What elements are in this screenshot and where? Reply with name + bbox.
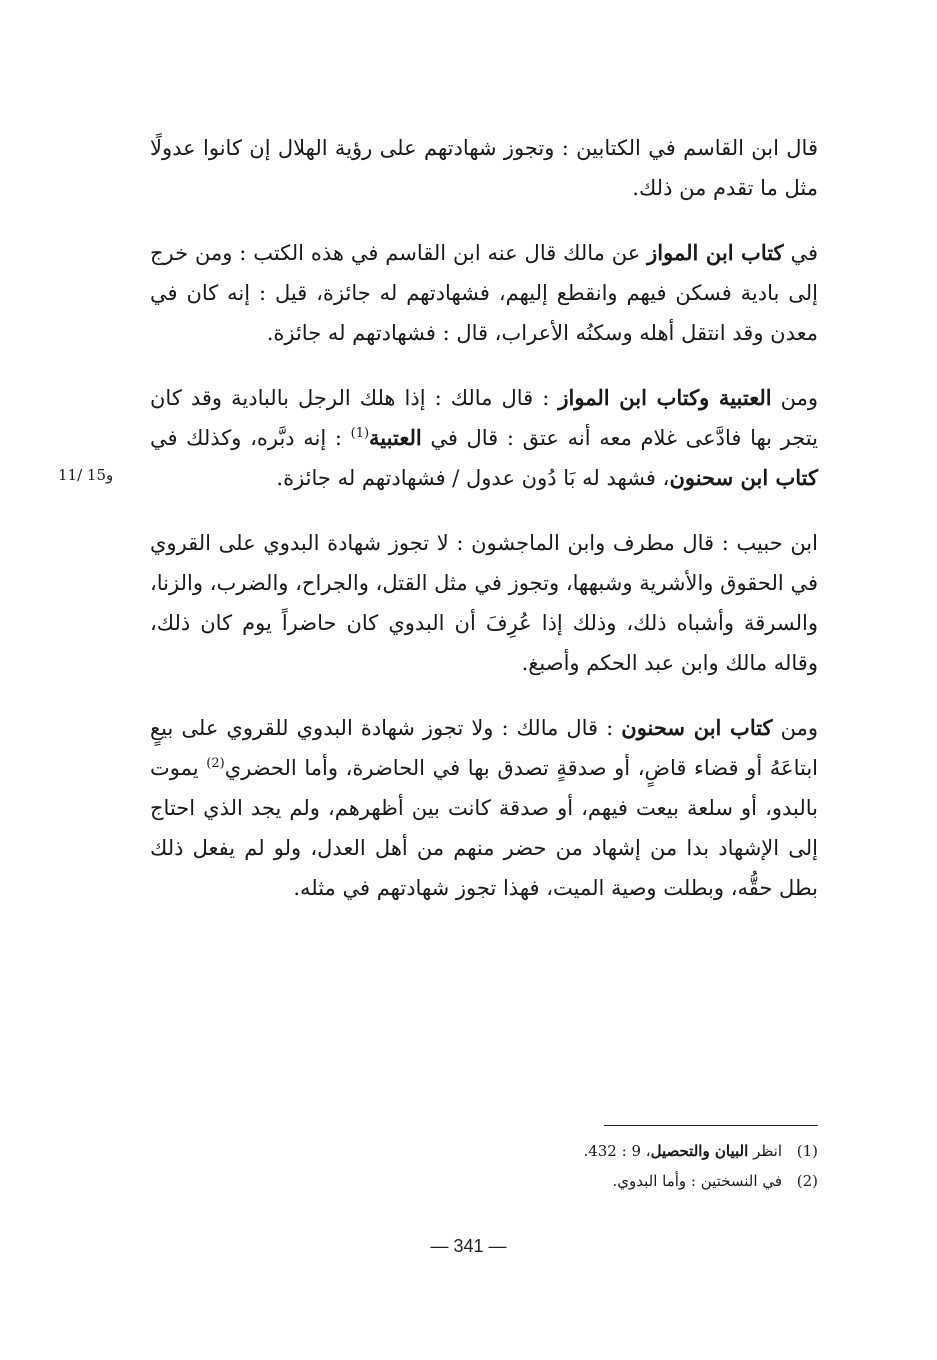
bold-title-text: كتاب ابن سحنون — [621, 715, 773, 740]
paragraph-text: في — [783, 241, 818, 265]
footnote-number: (2) — [796, 1172, 818, 1190]
paragraph-text: ومن — [771, 386, 819, 410]
folio-marginal-note: 11/ 15و — [58, 466, 114, 484]
paragraph-text: : قال مالك : إذا هلك الرجل بالبادية وقد كان يتجر بها فادَّعى غلام معه أنه عتق : قال في — [150, 386, 818, 450]
footnote-marker: (2) — [206, 756, 225, 771]
paragraph-text: ، فشهد له بَا دُون عدول / فشهادتهم له جائزة. — [276, 466, 670, 490]
paragraph — [150, 523, 818, 683]
bold-title-text: كتاب ابن المواز — [647, 240, 784, 265]
paragraph — [150, 128, 818, 208]
footnote — [420, 1136, 818, 1166]
paragraph-text: : إنه دبَّره، وكذلك في — [150, 426, 351, 450]
paragraph-text: يموت بالبدو، أو سلعة بيعت فيهم، أو صدقة كانت بين أظهرهم، ولم يجد الذي احتاج إلى الإشهاد بدا من إشهاد من حضر منهم من أهل العدل، ولو لم يفعل ذلك بطل حقُّه، وبطلت وصية الميت، فهذا تجوز شهادتهم في مثله. — [150, 756, 818, 900]
paragraph — [150, 708, 818, 908]
paragraph — [150, 378, 818, 498]
paragraph — [150, 233, 818, 353]
bold-title-text: العتبية — [369, 425, 422, 450]
paragraph-text: قال ابن القاسم في الكتابين : وتجوز شهادتهم على رؤية الهلال إن كانوا عدولًا مثل ما تقدم من ذلك. — [150, 136, 818, 200]
footnote-text: في النسختين : وأما البدوي. — [612, 1172, 782, 1190]
paragraph-text: ومن — [772, 716, 818, 740]
footnote-text: انظر — [748, 1142, 782, 1160]
main-text — [150, 128, 818, 933]
footnote — [420, 1166, 818, 1196]
footnote-marker: (1) — [350, 426, 370, 441]
footnote-text: ، 9 : 432. — [583, 1142, 651, 1160]
page-number: — 341 — — [430, 1236, 507, 1256]
footnote-title: البيان والتحصيل — [650, 1142, 749, 1160]
bold-title-text: كتاب ابن سحنون — [669, 465, 818, 490]
paragraph-text: ابن حبيب : قال مطرف وابن الماجشون : لا تجوز شهادة البدوي على القروي في الحقوق والأشرية وشبهها، وتجوز في مثل القتل، والجراح، والضرب، والزنا، والسرقة وأشباه ذلك، وذلك إذا عُرِفَ أن البدوي كان حاضراً يوم كان ذلك، وقاله مالك وابن عبد الحكم وأصبغ. — [150, 531, 818, 675]
bold-title-text: العتبية وكتاب ابن المواز — [558, 385, 772, 410]
footnote-number: (1) — [796, 1142, 818, 1160]
paragraph-text: عن مالك قال عنه ابن القاسم في هذه الكتب : ومن خرج إلى بادية فسكن فيهم وانقطع إليهم، فشهادتهم له جائزة، قيل : إنه كان في معدن وقد انتقل أهله وسكنُه الأعراب، قال : فشهادتهم له جائزة. — [150, 241, 818, 345]
paragraph-text: : قال مالك : ولا تجوز شهادة البدوي للقروي على بيعٍ ابتاعَهُ أو قضاء قاضٍ، أو صدقةٍ تصدق بها في الحاضرة، وأما الحضري — [150, 716, 819, 780]
footnote-separator — [604, 1125, 818, 1126]
footnotes — [420, 1136, 818, 1196]
